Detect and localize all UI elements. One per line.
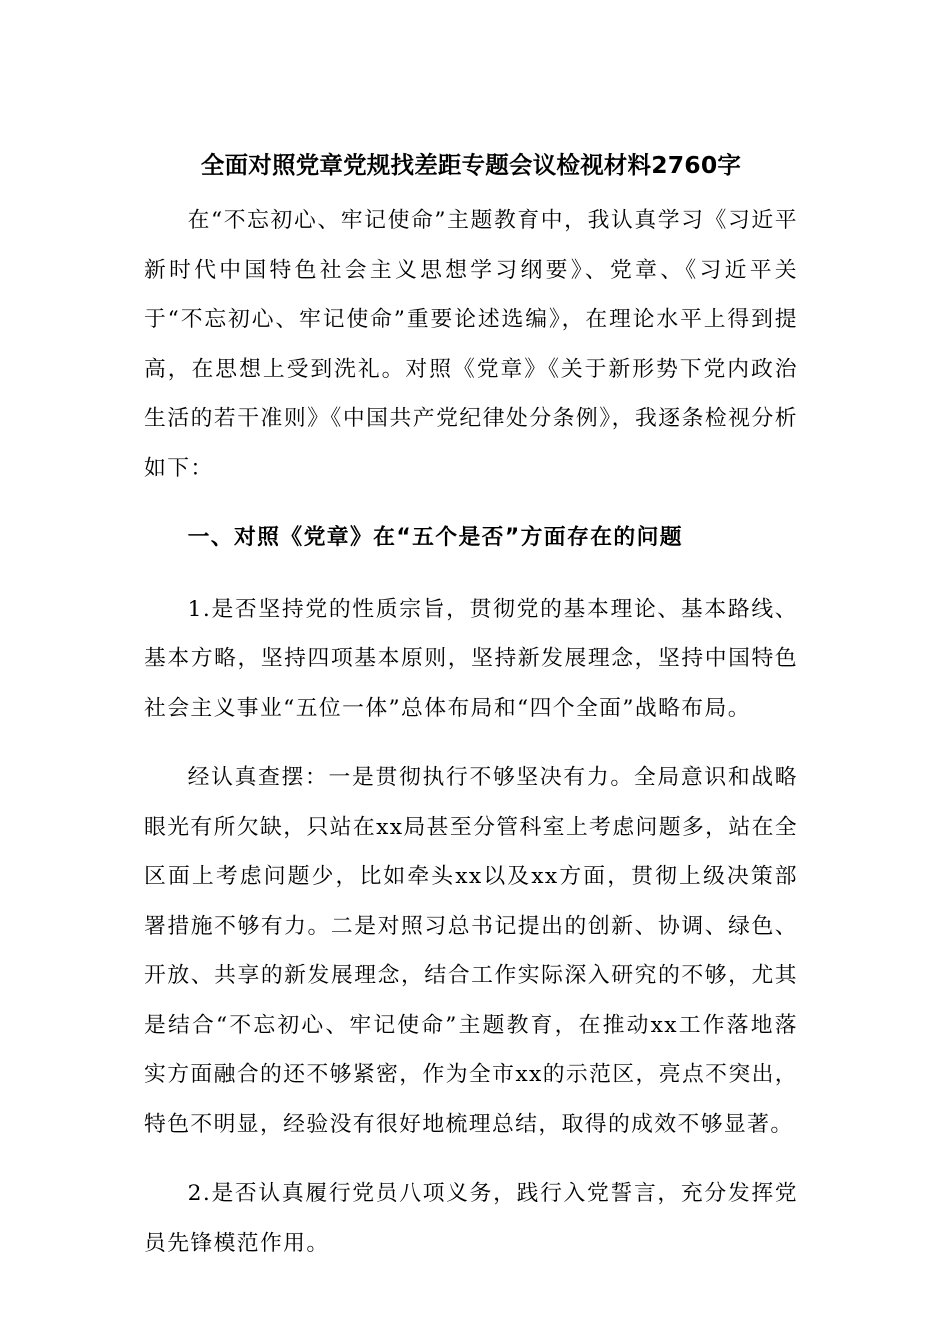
intro-paragraph: 在“不忘初心、牢记使命”主题教育中，我认真学习《习近平新时代中国特色社会主义思想学习纲要》、党章、《习近平关于“不忘初心、牢记使命”重要论述选编》，在理论水平上得到提高，在思想上受到洗礼。对照《党章》《关于新形势下党内政治生活的若干准则》《中国共产党纪律处分条例》，我逐条检视分析如下： bbox=[144, 208, 798, 481]
item-1-review-paragraph: 经认真查摆：一是贯彻执行不够坚决有力。全局意识和战略眼光有所欠缺，只站在xx局甚至分管科室上考虑问题多，站在全区面上考虑问题少，比如牵头xx以及xx方面，贯彻上级决策部署措施不够有力。二是对照习总书记提出的创新、协调、绿色、开放、共享的新发展理念，结合工作实际深入研究的不够，尤其是结合“不忘初心、牢记使命”主题教育，在推动xx工作落地落实方面融合的还不够紧密，作为全市xx的示范区，亮点不突出，特色不明显，经验没有很好地梳理总结，取得的成效不够显著。 bbox=[144, 765, 798, 1137]
item-1-paragraph: 1.是否坚持党的性质宗旨，贯彻党的基本理论、基本路线、基本方略，坚持四项基本原则，坚持新发展理念，坚持中国特色社会主义事业“五位一体”总体布局和“四个全面”战略布局。 bbox=[144, 596, 798, 721]
document-title: 全面对照党章党规找差距专题会议检视材料2760字 bbox=[200, 151, 742, 179]
section-heading: 一、对照《党章》在“五个是否”方面存在的问题 bbox=[187, 525, 683, 550]
item-2-paragraph: 2.是否认真履行党员八项义务，践行入党誓言，充分发挥党员先锋模范作用。 bbox=[144, 1181, 798, 1256]
